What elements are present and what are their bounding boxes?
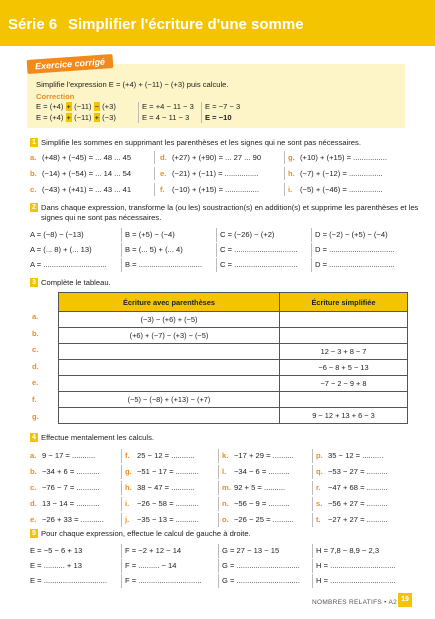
item-label: d. bbox=[160, 153, 167, 162]
table-row bbox=[59, 344, 408, 360]
calc-item: −51 − 17 = ........... bbox=[137, 467, 199, 476]
column-separator bbox=[218, 449, 219, 463]
table-row bbox=[59, 408, 408, 424]
item-label: f. bbox=[125, 451, 130, 460]
item-label: t. bbox=[316, 515, 321, 524]
expression-line: D = ............................... bbox=[315, 245, 395, 254]
expression-line: H = ............................... bbox=[316, 576, 396, 585]
example-result: E = −10 bbox=[205, 113, 232, 122]
expression-line: E = .............................. bbox=[30, 576, 108, 585]
calc-item: (+27) + (+90) = ... 27 ... 90 bbox=[172, 153, 262, 162]
item-label: b. bbox=[30, 467, 37, 476]
calc-item: −17 + 29 = .......... bbox=[234, 451, 294, 460]
parenthesized-expression: (+6) + (−7) − (+3) − (−5) bbox=[59, 328, 280, 344]
exercise-1-instruction: Simplifie les sommes en supprimant les parenthèses et les signes qui ne sont pas nécessaires. bbox=[41, 138, 361, 147]
item-label: h. bbox=[288, 169, 295, 178]
column-separator bbox=[121, 513, 122, 527]
item-label: e. bbox=[30, 515, 37, 524]
expression-line: G = .............................. bbox=[222, 576, 300, 585]
column-separator bbox=[218, 574, 219, 588]
page-title: Simplifier l'écriture d'une somme bbox=[68, 16, 304, 33]
simplified-expression bbox=[280, 392, 408, 408]
calc-item: (+48) + (−45) = ... 48 ... 45 bbox=[42, 153, 132, 162]
column-separator bbox=[312, 497, 313, 511]
exercise-3-table bbox=[58, 292, 408, 424]
expression-line: A = (... 8) + (... 13) bbox=[30, 245, 92, 254]
column-separator bbox=[218, 544, 219, 558]
table-row bbox=[59, 392, 408, 408]
column-separator bbox=[216, 228, 217, 242]
calc-item: −26 − 25 = .......... bbox=[234, 515, 294, 524]
example-step-3: E = −7 − 3 bbox=[205, 102, 241, 111]
column-separator bbox=[284, 183, 285, 196]
expression-line: H = 7,8 − 8,9 − 2,3 bbox=[316, 546, 380, 555]
column-separator bbox=[216, 243, 217, 257]
exercise-5-instruction: Pour chaque expression, effectue le calcul de gauche à droite. bbox=[41, 529, 251, 538]
column-separator bbox=[121, 228, 122, 242]
expression-line: G = .............................. bbox=[222, 561, 300, 570]
column-separator bbox=[121, 544, 122, 558]
simplified-expression: −6 − 8 + 5 − 13 bbox=[280, 360, 408, 376]
item-label: r. bbox=[316, 483, 321, 492]
expression-line: F = .......... − 14 bbox=[125, 561, 177, 570]
column-separator bbox=[312, 513, 313, 527]
column-separator bbox=[216, 258, 217, 272]
row-label: b. bbox=[32, 328, 39, 338]
exercise-number: 5 bbox=[30, 529, 38, 538]
expression-line: C = .............................. bbox=[220, 245, 298, 254]
expression-line: D = (−2) − (+5) − (−4) bbox=[315, 230, 388, 239]
column-separator bbox=[121, 559, 122, 573]
exercise-number: 2 bbox=[30, 203, 38, 212]
item-label: a. bbox=[30, 451, 37, 460]
exercise-3-instruction: Complète le tableau. bbox=[41, 278, 111, 287]
expression-line: A = .............................. bbox=[30, 260, 107, 269]
exercise-number: 3 bbox=[30, 278, 38, 287]
column-separator bbox=[121, 497, 122, 511]
column-separator bbox=[218, 497, 219, 511]
item-label: m. bbox=[222, 483, 231, 492]
column-separator bbox=[311, 228, 312, 242]
column-separator bbox=[121, 243, 122, 257]
expression-line: F = .............................. bbox=[125, 576, 202, 585]
calc-item: 92 + 5 = .......... bbox=[234, 483, 286, 492]
row-label: f. bbox=[32, 395, 37, 404]
table-row bbox=[59, 376, 408, 392]
column-separator bbox=[312, 465, 313, 479]
calc-item: −34 + 6 = ........... bbox=[42, 467, 100, 476]
expression-line: C = (−26) − (+2) bbox=[220, 230, 275, 239]
parenthesized-expression bbox=[59, 376, 280, 392]
expression-line: G = 27 − 13 − 15 bbox=[222, 546, 280, 555]
column-separator bbox=[218, 559, 219, 573]
expression-line: F = −2 + 12 − 14 bbox=[125, 546, 182, 555]
calc-item: (−14) + (−54) = ... 14 ... 54 bbox=[42, 169, 132, 178]
column-separator bbox=[312, 574, 313, 588]
calc-item: −27 + 27 = .......... bbox=[328, 515, 388, 524]
parenthesized-expression bbox=[59, 344, 280, 360]
column-separator bbox=[312, 449, 313, 463]
simplified-expression: 9 − 12 + 13 + 6 − 3 bbox=[280, 408, 408, 424]
table-header: Écriture avec parenthèses bbox=[59, 293, 280, 312]
expression-line: H = ............................... bbox=[316, 561, 396, 570]
item-label: e. bbox=[160, 169, 167, 178]
item-label: i. bbox=[288, 185, 293, 194]
serie-label: Série 6 bbox=[8, 16, 58, 33]
column-separator bbox=[311, 243, 312, 257]
table-header: Écriture simplifiée bbox=[280, 293, 408, 312]
table-row bbox=[59, 360, 408, 376]
expression-line: E = −5 − 6 + 13 bbox=[30, 546, 83, 555]
simplified-expression: −7 − 2 − 9 + 8 bbox=[280, 376, 408, 392]
item-label: i. bbox=[125, 499, 130, 508]
item-label: c. bbox=[30, 483, 37, 492]
item-label: b. bbox=[30, 169, 37, 178]
example-statement: Simplifie l'expression E = (+4) + (−11) − (+3) puis calcule. bbox=[36, 80, 229, 89]
item-label: d. bbox=[30, 499, 37, 508]
column-separator bbox=[284, 167, 285, 180]
correction-label: Correction bbox=[36, 92, 75, 101]
example-step-2: E = 4 − 11 − 3 bbox=[142, 113, 190, 122]
item-label: g. bbox=[288, 153, 295, 162]
table-row bbox=[59, 312, 408, 328]
simplified-expression bbox=[280, 312, 408, 328]
column-separator bbox=[311, 258, 312, 272]
calc-item: −47 + 68 = .......... bbox=[328, 483, 388, 492]
exercise-4-instruction: Effectue mentalement les calculs. bbox=[41, 433, 154, 442]
row-label: g. bbox=[32, 411, 39, 421]
calc-item: −26 + 33 = ........... bbox=[42, 515, 104, 524]
calc-item: 35 − 12 = .......... bbox=[328, 451, 384, 460]
header-rule bbox=[0, 44, 435, 46]
calc-item: (−7) + (−12) = ................ bbox=[300, 169, 383, 178]
example-line-1: E = (+4) + (−11) − (+3) bbox=[36, 102, 116, 111]
column-separator bbox=[121, 574, 122, 588]
example-badge: Exercice corrigé bbox=[27, 54, 114, 74]
item-label: h. bbox=[125, 483, 132, 492]
parenthesized-expression bbox=[59, 408, 280, 424]
simplified-expression bbox=[280, 328, 408, 344]
calc-item: −34 − 6 = .......... bbox=[234, 467, 290, 476]
footer-chapter: NOMBRES RELATIFS • A2 bbox=[311, 599, 397, 606]
calc-item: −56 + 27 = .......... bbox=[328, 499, 388, 508]
row-label: c. bbox=[32, 345, 39, 355]
column-separator bbox=[312, 559, 313, 573]
calc-item: −26 − 58 = ........... bbox=[137, 499, 199, 508]
example-step-1: E = +4 − 11 − 3 bbox=[142, 102, 194, 111]
item-label: l. bbox=[222, 467, 227, 476]
row-label: a. bbox=[32, 312, 39, 321]
calc-item: (−10) + (+15) = ................ bbox=[172, 185, 259, 194]
item-label: a. bbox=[30, 153, 37, 162]
item-label: k. bbox=[222, 451, 229, 460]
column-separator bbox=[312, 481, 313, 495]
row-label: e. bbox=[32, 378, 39, 388]
column-separator bbox=[121, 465, 122, 479]
expression-line: E = .......... + 13 bbox=[30, 561, 82, 570]
column-separator bbox=[121, 258, 122, 272]
calc-item: −76 − 7 = ........... bbox=[42, 483, 100, 492]
column-separator bbox=[218, 481, 219, 495]
item-label: f. bbox=[160, 185, 165, 194]
calc-item: −56 − 9 = .......... bbox=[234, 499, 290, 508]
exercise-number: 4 bbox=[30, 433, 38, 442]
expression-line: B = .............................. bbox=[125, 260, 203, 269]
page-number: 19 bbox=[398, 593, 412, 607]
column-separator bbox=[121, 449, 122, 463]
calc-item: −53 − 27 = .......... bbox=[328, 467, 388, 476]
calc-item: 13 − 14 = ........... bbox=[42, 499, 100, 508]
expression-line: C = .............................. bbox=[220, 260, 298, 269]
parenthesized-expression bbox=[59, 360, 280, 376]
expression-line: D = ............................... bbox=[315, 260, 395, 269]
item-label: j. bbox=[125, 515, 130, 524]
calc-item: 9 − 17 = ........... bbox=[42, 451, 96, 460]
column-separator bbox=[154, 167, 155, 180]
item-label: o. bbox=[222, 515, 229, 524]
row-label: d. bbox=[32, 361, 39, 371]
expression-line: A = (−8) − (−13) bbox=[30, 230, 84, 239]
item-label: c. bbox=[30, 185, 37, 194]
calc-item: (−5) + (−46) = ................ bbox=[300, 185, 383, 194]
item-label: s. bbox=[316, 499, 323, 508]
table-row bbox=[59, 328, 408, 344]
item-label: g. bbox=[125, 467, 132, 476]
item-label: p. bbox=[316, 451, 323, 460]
example-separator bbox=[138, 102, 139, 123]
simplified-expression: 12 − 3 + 8 − 7 bbox=[280, 344, 408, 360]
calc-item: 38 − 47 = ........... bbox=[137, 483, 195, 492]
expression-line: B = (+5) − (−4) bbox=[125, 230, 175, 239]
column-separator bbox=[154, 151, 155, 164]
exercise-2-instruction: Dans chaque expression, transforme la (ou les) soustraction(s) en addition(s) et supprime les parenthèses et les signes qui ne sont pas nécessaires. bbox=[41, 203, 419, 222]
calc-item: (+10) + (+15) = ................ bbox=[300, 153, 387, 162]
parenthesized-expression: (−3) − (+6) + (−5) bbox=[59, 312, 280, 328]
example-line-2: E = (+4) + (−11) + (−3) bbox=[36, 113, 116, 122]
calc-item: (−43) + (+41) = ... 43 ... 41 bbox=[42, 185, 132, 194]
parenthesized-expression: (−5) − (−8) + (+13) − (+7) bbox=[59, 392, 280, 408]
expression-line: B = (... 5) + (... 4) bbox=[125, 245, 183, 254]
calc-item: (−21) + (−11) = ................ bbox=[172, 169, 259, 178]
item-label: n. bbox=[222, 499, 229, 508]
item-label: q. bbox=[316, 467, 323, 476]
example-separator bbox=[201, 102, 202, 123]
column-separator bbox=[154, 183, 155, 196]
calc-item: −35 − 13 = ........... bbox=[137, 515, 199, 524]
column-separator bbox=[218, 465, 219, 479]
exercise-number: 1 bbox=[30, 138, 38, 147]
calc-item: 25 − 12 = ........... bbox=[137, 451, 195, 460]
column-separator bbox=[218, 513, 219, 527]
column-separator bbox=[121, 481, 122, 495]
column-separator bbox=[312, 544, 313, 558]
column-separator bbox=[284, 151, 285, 164]
